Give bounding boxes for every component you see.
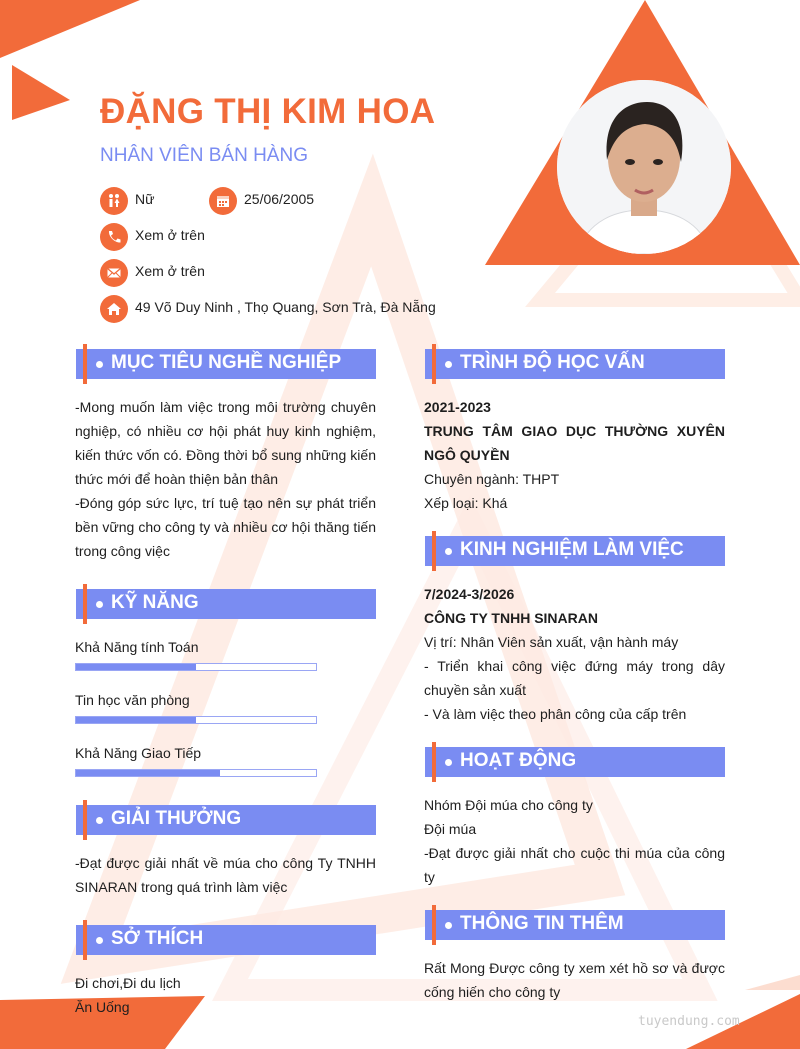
skill-bar: [75, 769, 317, 777]
job-title: NHÂN VIÊN BÁN HÀNG: [100, 145, 308, 166]
extra-text: Rất Mong Được công ty xem xét hồ sơ và được cống hiến cho công ty: [424, 960, 725, 1000]
skill-bar-fill: [76, 770, 220, 776]
skill-bar: [75, 663, 317, 671]
mail-icon: [100, 259, 128, 287]
section-title: SỞ THÍCH: [111, 928, 204, 949]
home-icon: [100, 295, 128, 323]
skill-label: Khả Năng Giao Tiếp: [75, 745, 202, 761]
skill-bar-fill: [76, 664, 196, 670]
section-title: GIẢI THƯỞNG: [111, 808, 242, 829]
section-header-education: [425, 349, 725, 379]
experience-position: Vị trí: Nhân Viên sản xuất, vận hành máy: [424, 634, 679, 650]
awards-text: -Đạt được giải nhất về múa cho công Ty TNHH SINARAN trong quá trình làm việc: [75, 855, 376, 895]
birthdate-value: 25/06/2005: [244, 191, 315, 207]
skill-label: Tin học văn phòng: [75, 692, 190, 708]
experience-period: 7/2024-3/2026: [424, 586, 515, 602]
profile-photo: [557, 80, 731, 254]
experience-company: CÔNG TY TNHH SINARAN: [424, 610, 598, 626]
email-value: Xem ở trên: [135, 263, 205, 279]
education-school: TRUNG TÂM GIAO DỤC THƯỜNG XUYÊN NGÔ QUYỀN: [424, 423, 725, 463]
skill-label: Khả Năng tính Toán: [75, 639, 199, 655]
section-title: MỤC TIÊU NGHỀ NGHIỆP: [111, 352, 342, 373]
calendar-icon: [209, 187, 237, 215]
experience-duty: - Triển khai công việc đứng máy trong dây chuyền sản xuất: [424, 658, 725, 698]
section-title: THÔNG TIN THÊM: [460, 913, 624, 934]
section-title: KỸ NĂNG: [111, 592, 199, 613]
watermark: tuyendung.com: [638, 1014, 740, 1029]
section-title: TRÌNH ĐỘ HỌC VẤN: [460, 352, 645, 373]
gender-value: Nữ: [135, 191, 155, 207]
section-header-objective: [76, 349, 376, 379]
section-title: HOẠT ĐỘNG: [460, 750, 577, 771]
education-major: Chuyên ngành: THPT: [424, 471, 560, 487]
experience-duty: - Và làm việc theo phân công của cấp trên: [424, 706, 687, 722]
activity-item: Đội múa: [424, 821, 477, 837]
address-value: 49 Võ Duy Ninh , Thọ Quang, Sơn Trà, Đà Nẵng: [135, 299, 436, 315]
section-header-skills: [76, 589, 376, 619]
section-header-experience: [425, 536, 725, 566]
gender-icon: [100, 187, 128, 215]
activity-item: Nhóm Đội múa cho công ty: [424, 797, 593, 813]
objective-text-1: -Mong muốn làm việc trong môi trường chuyên nghiệp, có nhiều cơ hội phát huy kinh nghiệm, kiến thức vốn có. Đồng thời bổ sung những kiến thức mới để hoàn thiện bản thân: [75, 399, 376, 487]
hobby-item: Ăn Uống: [75, 999, 130, 1015]
hobby-item: Đi chơi,Đi du lịch: [75, 975, 181, 991]
skill-bar-fill: [76, 717, 196, 723]
section-header-activities: [425, 747, 725, 777]
section-header-extra: [425, 910, 725, 940]
section-header-hobbies: [76, 925, 376, 955]
phone-value: Xem ở trên: [135, 227, 205, 243]
objective-text-2: -Đóng góp sức lực, trí tuệ tạo nên sự phát triển bền vững cho công ty và nhiều cơ hội thăng tiến trong công việc: [75, 495, 376, 559]
section-header-awards: [76, 805, 376, 835]
activity-item: -Đạt được giải nhất cho cuộc thi múa của công ty: [424, 845, 725, 885]
education-period: 2021-2023: [424, 399, 491, 415]
skill-bar: [75, 716, 317, 724]
education-grade: Xếp loại: Khá: [424, 495, 508, 511]
candidate-name: ĐẶNG THỊ KIM HOA: [100, 92, 436, 131]
section-title: KINH NGHIỆM LÀM VIỆC: [460, 539, 684, 560]
phone-icon: [100, 223, 128, 251]
